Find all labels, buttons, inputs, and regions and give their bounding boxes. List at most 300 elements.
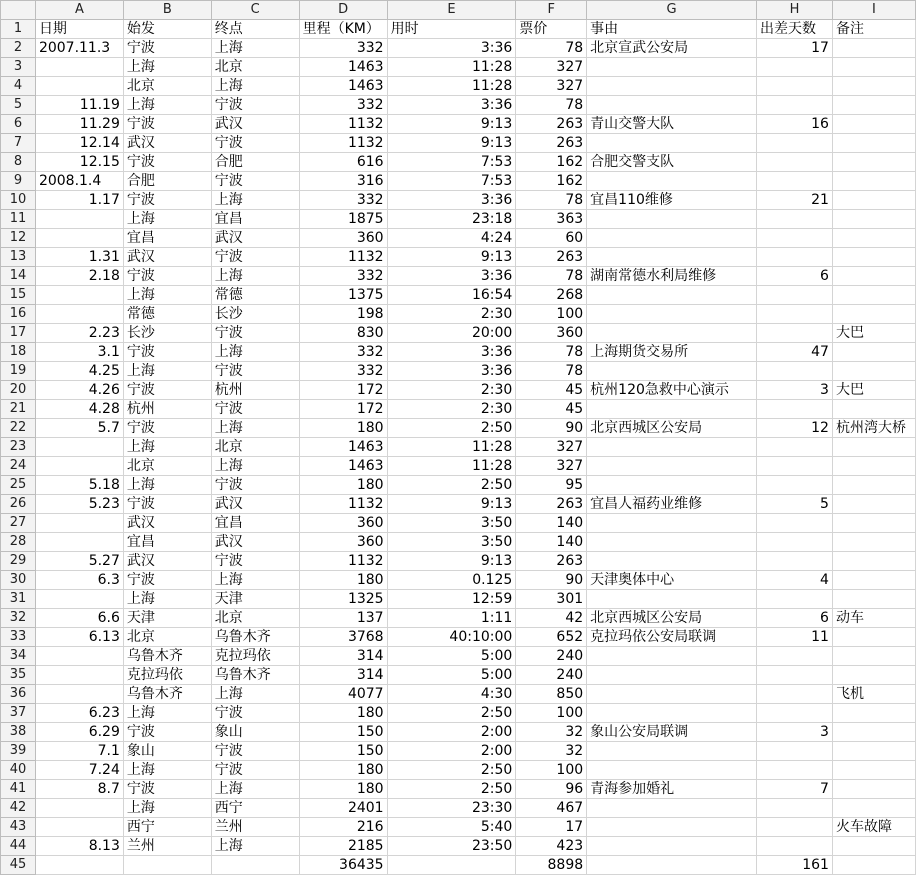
cell-d[interactable]: 2185 [299,837,387,856]
cell-e[interactable]: 3:36 [387,191,516,210]
cell-f[interactable]: 162 [516,153,587,172]
cell-i[interactable]: 大巴 [832,324,915,343]
cell-a[interactable]: 12.14 [35,134,123,153]
row-header[interactable]: 34 [1,647,36,666]
cell-i[interactable]: 大巴 [832,381,915,400]
cell-g[interactable] [587,533,757,552]
cell-c[interactable]: 上海 [211,571,299,590]
cell-e[interactable]: 12:59 [387,590,516,609]
cell-c[interactable]: 宜昌 [211,210,299,229]
cell-f[interactable]: 78 [516,96,587,115]
cell-i[interactable]: 杭州湾大桥 [832,419,915,438]
cell-b[interactable]: 宁波 [123,381,211,400]
cell-b[interactable]: 天津 [123,609,211,628]
row-header[interactable]: 19 [1,362,36,381]
cell-g[interactable]: 克拉玛依公安局联调 [587,628,757,647]
cell-h[interactable] [757,438,833,457]
row-header[interactable]: 43 [1,818,36,837]
cell-a[interactable]: 4.25 [35,362,123,381]
row-header[interactable]: 5 [1,96,36,115]
column-header-i[interactable]: I [832,1,915,20]
cell-d[interactable]: 180 [299,419,387,438]
cell-c[interactable]: 乌鲁木齐 [211,628,299,647]
cell-b[interactable]: 上海 [123,590,211,609]
cell-e[interactable]: 2:50 [387,780,516,799]
cell-a[interactable]: 1.31 [35,248,123,267]
cell-f[interactable]: 45 [516,400,587,419]
cell-e[interactable]: 2:50 [387,476,516,495]
cell-b[interactable] [123,856,211,875]
cell-f[interactable]: 32 [516,742,587,761]
cell-b[interactable]: 上海 [123,761,211,780]
cell-f[interactable]: 8898 [516,856,587,875]
cell-i[interactable] [832,552,915,571]
cell-i[interactable] [832,742,915,761]
cell-g[interactable] [587,229,757,248]
cell-i[interactable] [832,286,915,305]
cell-e[interactable]: 7:53 [387,172,516,191]
row-header[interactable]: 7 [1,134,36,153]
cell-e[interactable]: 3:36 [387,362,516,381]
cell-d[interactable]: 1325 [299,590,387,609]
cell-g[interactable]: 北京西城区公安局 [587,609,757,628]
cell-i[interactable] [832,799,915,818]
cell-f[interactable]: 263 [516,552,587,571]
cell-f[interactable]: 327 [516,438,587,457]
cell-e[interactable]: 2:00 [387,742,516,761]
cell-a[interactable] [35,818,123,837]
cell-a[interactable] [35,210,123,229]
cell-h[interactable]: 7 [757,780,833,799]
cell-a[interactable]: 5.18 [35,476,123,495]
cell-g[interactable]: 青海参加婚礼 [587,780,757,799]
cell-c[interactable]: 上海 [211,191,299,210]
cell-a[interactable] [35,856,123,875]
cell-c[interactable]: 北京 [211,438,299,457]
cell-g[interactable] [587,248,757,267]
cell-f[interactable]: 268 [516,286,587,305]
cell-b[interactable]: 宁波 [123,343,211,362]
cell-f[interactable]: 263 [516,115,587,134]
cell-b[interactable]: 武汉 [123,552,211,571]
cell-e[interactable]: 20:00 [387,324,516,343]
row-header[interactable]: 13 [1,248,36,267]
cell-i[interactable] [832,210,915,229]
cell-c[interactable]: 克拉玛依 [211,647,299,666]
cell-g[interactable] [587,761,757,780]
cell-f[interactable]: 360 [516,324,587,343]
cell-g[interactable] [587,134,757,153]
cell-c[interactable]: 宜昌 [211,514,299,533]
cell-b[interactable]: 宁波 [123,267,211,286]
cell-b[interactable]: 北京 [123,628,211,647]
cell-i[interactable]: 火车故障 [832,818,915,837]
column-header-h[interactable]: H [757,1,833,20]
cell-i[interactable]: 动车 [832,609,915,628]
row-header[interactable]: 14 [1,267,36,286]
cell-c[interactable]: 长沙 [211,305,299,324]
cell-f[interactable]: 301 [516,590,587,609]
row-header[interactable]: 11 [1,210,36,229]
cell-b[interactable]: 上海 [123,476,211,495]
cell-i[interactable] [832,400,915,419]
cell-a[interactable] [35,229,123,248]
cell-g[interactable] [587,96,757,115]
cell-b[interactable]: 兰州 [123,837,211,856]
cell-b[interactable]: 合肥 [123,172,211,191]
cell-b[interactable]: 上海 [123,286,211,305]
cell-i[interactable] [832,761,915,780]
cell-e[interactable]: 2:30 [387,305,516,324]
cell-c[interactable]: 上海 [211,419,299,438]
cell-h[interactable]: 3 [757,381,833,400]
cell-b[interactable]: 乌鲁木齐 [123,647,211,666]
row-header[interactable]: 10 [1,191,36,210]
cell-f[interactable]: 32 [516,723,587,742]
cell-i[interactable] [832,457,915,476]
cell-i[interactable] [832,495,915,514]
cell-e[interactable]: 11:28 [387,58,516,77]
cell-e[interactable]: 23:18 [387,210,516,229]
cell-h[interactable]: 6 [757,267,833,286]
cell-d[interactable]: 1132 [299,495,387,514]
cell-c[interactable]: 宁波 [211,552,299,571]
cell-i[interactable] [832,723,915,742]
cell-c[interactable]: 常德 [211,286,299,305]
cell-g[interactable] [587,172,757,191]
cell-b[interactable]: 象山 [123,742,211,761]
cell-f[interactable]: 95 [516,476,587,495]
cell-f[interactable]: 45 [516,381,587,400]
cell-f[interactable]: 467 [516,799,587,818]
cell-d[interactable]: 314 [299,666,387,685]
row-header[interactable]: 25 [1,476,36,495]
row-header[interactable]: 22 [1,419,36,438]
row-header[interactable]: 29 [1,552,36,571]
cell-h[interactable] [757,248,833,267]
cell-g[interactable] [587,704,757,723]
cell-c[interactable]: 终点 [211,20,299,39]
cell-c[interactable]: 象山 [211,723,299,742]
cell-c[interactable]: 宁波 [211,362,299,381]
cell-b[interactable]: 武汉 [123,248,211,267]
cell-g[interactable] [587,457,757,476]
cell-i[interactable] [832,305,915,324]
cell-a[interactable]: 2.18 [35,267,123,286]
cell-d[interactable]: 616 [299,153,387,172]
cell-h[interactable] [757,172,833,191]
cell-f[interactable]: 78 [516,39,587,58]
cell-i[interactable]: 飞机 [832,685,915,704]
cell-d[interactable]: 4077 [299,685,387,704]
cell-f[interactable]: 263 [516,495,587,514]
cell-f[interactable]: 140 [516,514,587,533]
row-header[interactable]: 31 [1,590,36,609]
cell-e[interactable]: 1:11 [387,609,516,628]
cell-f[interactable]: 263 [516,248,587,267]
cell-g[interactable] [587,647,757,666]
cell-g[interactable] [587,362,757,381]
cell-c[interactable]: 上海 [211,77,299,96]
cell-c[interactable]: 上海 [211,780,299,799]
cell-a[interactable] [35,799,123,818]
cell-i[interactable] [832,229,915,248]
row-header[interactable]: 40 [1,761,36,780]
cell-h[interactable]: 4 [757,571,833,590]
cell-b[interactable]: 上海 [123,704,211,723]
cell-f[interactable]: 60 [516,229,587,248]
cell-g[interactable]: 宜昌人福药业维修 [587,495,757,514]
cell-i[interactable] [832,856,915,875]
cell-c[interactable]: 宁波 [211,761,299,780]
cell-c[interactable]: 宁波 [211,134,299,153]
row-header[interactable]: 33 [1,628,36,647]
cell-d[interactable]: 314 [299,647,387,666]
cell-f[interactable]: 327 [516,58,587,77]
cell-c[interactable]: 武汉 [211,115,299,134]
cell-i[interactable] [832,172,915,191]
cell-d[interactable]: 198 [299,305,387,324]
cell-g[interactable]: 合肥交警支队 [587,153,757,172]
cell-i[interactable] [832,153,915,172]
row-header[interactable]: 18 [1,343,36,362]
cell-d[interactable]: 1132 [299,552,387,571]
cell-f[interactable]: 票价 [516,20,587,39]
row-header[interactable]: 35 [1,666,36,685]
cell-f[interactable]: 78 [516,362,587,381]
cell-h[interactable]: 11 [757,628,833,647]
cell-c[interactable]: 宁波 [211,476,299,495]
cell-d[interactable]: 360 [299,533,387,552]
cell-h[interactable] [757,77,833,96]
cell-e[interactable]: 2:50 [387,704,516,723]
cell-e[interactable]: 2:50 [387,419,516,438]
cell-b[interactable]: 上海 [123,96,211,115]
cell-h[interactable] [757,58,833,77]
cell-e[interactable]: 3:36 [387,343,516,362]
cell-d[interactable]: 1132 [299,115,387,134]
cell-c[interactable] [211,856,299,875]
cell-e[interactable]: 0.125 [387,571,516,590]
cell-g[interactable]: 事由 [587,20,757,39]
cell-h[interactable] [757,324,833,343]
row-header[interactable]: 42 [1,799,36,818]
cell-i[interactable] [832,533,915,552]
cell-f[interactable]: 78 [516,191,587,210]
cell-f[interactable]: 327 [516,77,587,96]
cell-b[interactable]: 宁波 [123,571,211,590]
cell-g[interactable] [587,514,757,533]
cell-f[interactable]: 240 [516,666,587,685]
row-header[interactable]: 15 [1,286,36,305]
cell-b[interactable]: 上海 [123,362,211,381]
cell-c[interactable]: 北京 [211,58,299,77]
cell-g[interactable] [587,305,757,324]
cell-e[interactable]: 2:30 [387,400,516,419]
row-header[interactable]: 3 [1,58,36,77]
cell-h[interactable] [757,837,833,856]
cell-h[interactable]: 17 [757,39,833,58]
cell-d[interactable]: 180 [299,704,387,723]
cell-e[interactable]: 4:30 [387,685,516,704]
cell-g[interactable] [587,286,757,305]
cell-e[interactable]: 23:30 [387,799,516,818]
cell-h[interactable] [757,704,833,723]
cell-a[interactable]: 3.1 [35,343,123,362]
cell-a[interactable]: 6.13 [35,628,123,647]
cell-c[interactable]: 上海 [211,457,299,476]
cell-d[interactable]: 360 [299,229,387,248]
row-header[interactable]: 21 [1,400,36,419]
cell-i[interactable] [832,476,915,495]
cell-d[interactable]: 2401 [299,799,387,818]
cell-a[interactable]: 7.24 [35,761,123,780]
cell-h[interactable]: 47 [757,343,833,362]
cell-g[interactable] [587,685,757,704]
cell-c[interactable]: 武汉 [211,495,299,514]
cell-a[interactable]: 6.3 [35,571,123,590]
cell-f[interactable]: 90 [516,419,587,438]
cell-a[interactable]: 5.27 [35,552,123,571]
column-header-b[interactable]: B [123,1,211,20]
cell-d[interactable]: 1463 [299,457,387,476]
cell-f[interactable]: 240 [516,647,587,666]
cell-d[interactable]: 180 [299,780,387,799]
row-header[interactable]: 38 [1,723,36,742]
cell-g[interactable]: 杭州120急救中心演示 [587,381,757,400]
cell-a[interactable] [35,438,123,457]
cell-c[interactable]: 宁波 [211,742,299,761]
cell-h[interactable]: 21 [757,191,833,210]
cell-a[interactable] [35,647,123,666]
cell-b[interactable]: 宜昌 [123,533,211,552]
cell-f[interactable]: 263 [516,134,587,153]
cell-e[interactable]: 9:13 [387,552,516,571]
cell-d[interactable]: 36435 [299,856,387,875]
cell-c[interactable]: 乌鲁木齐 [211,666,299,685]
cell-h[interactable] [757,286,833,305]
cell-h[interactable] [757,210,833,229]
cell-a[interactable]: 2008.1.4 [35,172,123,191]
cell-a[interactable] [35,514,123,533]
cell-h[interactable] [757,742,833,761]
cell-i[interactable]: 备注 [832,20,915,39]
cell-a[interactable] [35,305,123,324]
cell-g[interactable]: 象山公安局联调 [587,723,757,742]
cell-b[interactable]: 北京 [123,457,211,476]
cell-h[interactable] [757,552,833,571]
cell-i[interactable] [832,77,915,96]
cell-e[interactable]: 2:50 [387,761,516,780]
cell-i[interactable] [832,39,915,58]
cell-g[interactable]: 北京西城区公安局 [587,419,757,438]
cell-f[interactable]: 652 [516,628,587,647]
cell-c[interactable]: 宁波 [211,248,299,267]
cell-a[interactable] [35,77,123,96]
cell-e[interactable]: 40:10:00 [387,628,516,647]
cell-e[interactable]: 5:00 [387,647,516,666]
cell-e[interactable]: 9:13 [387,134,516,153]
cell-h[interactable] [757,134,833,153]
cell-i[interactable] [832,438,915,457]
cell-h[interactable] [757,514,833,533]
cell-g[interactable] [587,438,757,457]
cell-a[interactable] [35,666,123,685]
cell-h[interactable] [757,799,833,818]
cell-b[interactable]: 上海 [123,210,211,229]
cell-e[interactable]: 3:36 [387,39,516,58]
cell-i[interactable] [832,191,915,210]
cell-c[interactable]: 上海 [211,685,299,704]
column-header-e[interactable]: E [387,1,516,20]
cell-e[interactable]: 2:30 [387,381,516,400]
cell-e[interactable]: 23:50 [387,837,516,856]
cell-b[interactable]: 常德 [123,305,211,324]
cell-d[interactable]: 1132 [299,248,387,267]
cell-d[interactable]: 172 [299,381,387,400]
cell-g[interactable] [587,400,757,419]
cell-a[interactable]: 12.15 [35,153,123,172]
cell-h[interactable] [757,761,833,780]
cell-i[interactable] [832,267,915,286]
cell-h[interactable] [757,96,833,115]
row-header[interactable]: 1 [1,20,36,39]
cell-d[interactable]: 150 [299,723,387,742]
row-header[interactable]: 32 [1,609,36,628]
cell-d[interactable]: 1463 [299,58,387,77]
cell-a[interactable] [35,457,123,476]
cell-c[interactable]: 上海 [211,39,299,58]
cell-e[interactable]: 9:13 [387,495,516,514]
cell-a[interactable]: 日期 [35,20,123,39]
cell-f[interactable]: 850 [516,685,587,704]
cell-h[interactable] [757,362,833,381]
cell-e[interactable]: 7:53 [387,153,516,172]
cell-b[interactable]: 宁波 [123,153,211,172]
cell-a[interactable] [35,533,123,552]
cell-c[interactable]: 宁波 [211,172,299,191]
cell-a[interactable]: 6.29 [35,723,123,742]
cell-g[interactable] [587,799,757,818]
cell-f[interactable]: 363 [516,210,587,229]
row-header[interactable]: 44 [1,837,36,856]
cell-e[interactable]: 9:13 [387,115,516,134]
cell-b[interactable]: 始发 [123,20,211,39]
cell-f[interactable]: 90 [516,571,587,590]
row-header[interactable]: 12 [1,229,36,248]
cell-b[interactable]: 西宁 [123,818,211,837]
row-header[interactable]: 23 [1,438,36,457]
cell-g[interactable] [587,552,757,571]
cell-g[interactable] [587,666,757,685]
cell-h[interactable]: 5 [757,495,833,514]
row-header[interactable]: 27 [1,514,36,533]
cell-b[interactable]: 上海 [123,438,211,457]
cell-f[interactable]: 162 [516,172,587,191]
cell-a[interactable]: 2007.11.3 [35,39,123,58]
cell-h[interactable] [757,533,833,552]
column-header-a[interactable]: A [35,1,123,20]
cell-h[interactable] [757,818,833,837]
cell-i[interactable] [832,628,915,647]
row-header[interactable]: 2 [1,39,36,58]
cell-e[interactable]: 3:36 [387,267,516,286]
cell-f[interactable]: 100 [516,305,587,324]
cell-g[interactable] [587,856,757,875]
cell-e[interactable]: 用时 [387,20,516,39]
cell-g[interactable]: 青山交警大队 [587,115,757,134]
cell-i[interactable] [832,115,915,134]
